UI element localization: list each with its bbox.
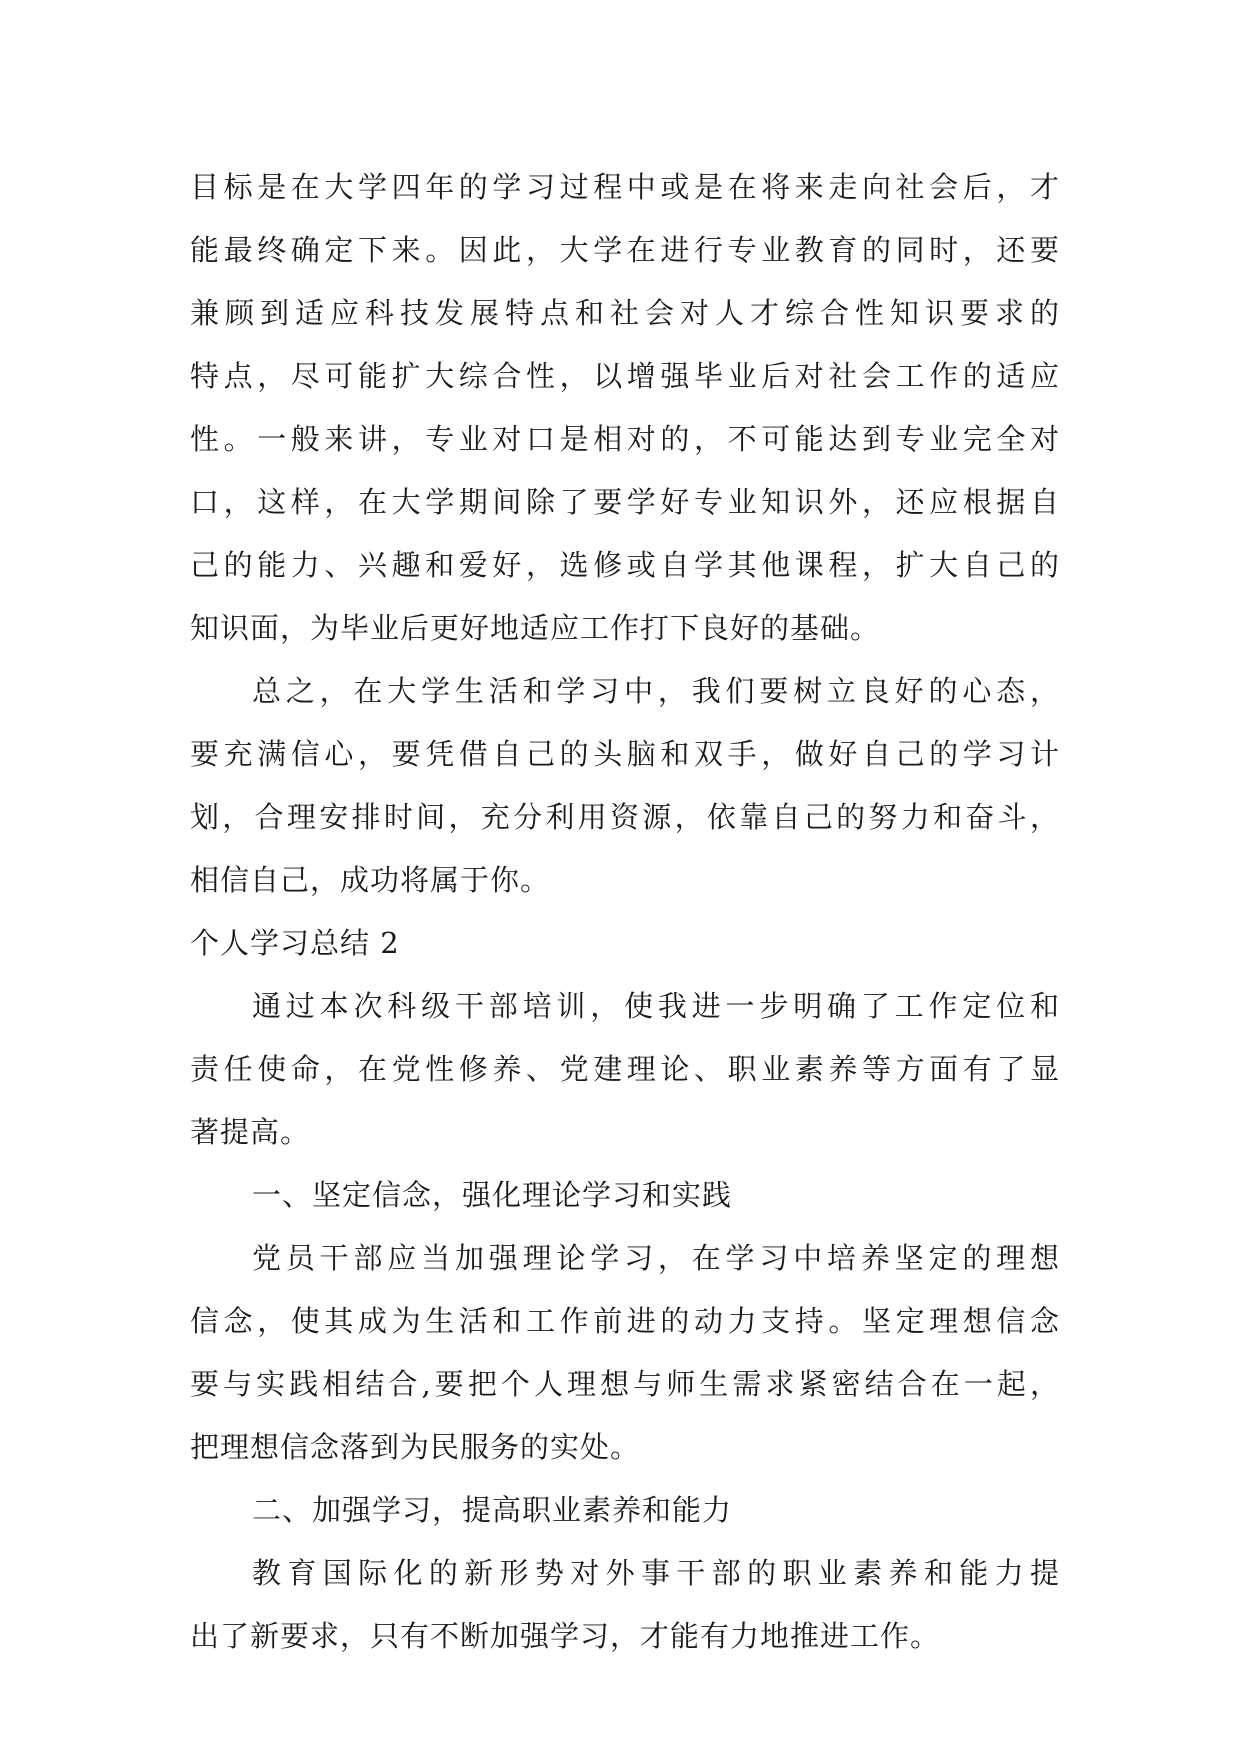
text-line: 己的能力、兴趣和爱好，选修或自学其他课程，扩大自己的 xyxy=(190,548,1060,582)
text-line: 目标是在大学四年的学习过程中或是在将来走向社会后，才 xyxy=(190,170,1060,204)
text-line: 总之，在大学生活和学习中，我们要树立良好的心态， xyxy=(252,674,1060,708)
text-line: 要与实践相结合,要把个人理想与师生需求紧密结合在一起， xyxy=(190,1367,1060,1401)
text-line: 特点，尽可能扩大综合性，以增强毕业后对社会工作的适应 xyxy=(190,359,1060,393)
text-line: 教育国际化的新形势对外事干部的职业素养和能力提 xyxy=(252,1556,1060,1590)
text-line: 口，这样，在大学期间除了要学好专业知识外，还应根据自 xyxy=(190,485,1060,519)
text-line: 相信自己，成功将属于你。 xyxy=(190,863,551,897)
text-line: 党员干部应当加强理论学习，在学习中培养坚定的理想 xyxy=(252,1241,1060,1275)
paragraph-5 xyxy=(190,1542,1060,1668)
text-line: 著提高。 xyxy=(190,1115,311,1149)
text-line: 划，合理安排时间，充分利用资源，依靠自己的努力和奋斗， xyxy=(190,800,1060,834)
paragraph-4 xyxy=(190,1227,1060,1479)
subheading-1: 一、坚定信念，强化理论学习和实践 xyxy=(252,1178,733,1212)
text-line: 要充满信心，要凭借自己的头脑和双手，做好自己的学习计 xyxy=(190,737,1060,771)
paragraph-2 xyxy=(190,660,1060,912)
document-body xyxy=(190,156,1060,1668)
section-title: 个人学习总结 2 xyxy=(190,926,400,960)
text-line: 信念，使其成为生活和工作前进的动力支持。坚定理想信念 xyxy=(190,1304,1060,1338)
text-line: 出了新要求，只有不断加强学习，才能有力地推进工作。 xyxy=(190,1619,941,1653)
text-line: 能最终确定下来。因此，大学在进行专业教育的同时，还要 xyxy=(190,233,1060,267)
text-line: 知识面，为毕业后更好地适应工作打下良好的基础。 xyxy=(190,611,881,645)
text-line: 责任使命，在党性修养、党建理论、职业素养等方面有了显 xyxy=(190,1052,1060,1086)
paragraph-3 xyxy=(190,975,1060,1164)
text-line: 兼顾到适应科技发展特点和社会对人才综合性知识要求的 xyxy=(190,296,1060,330)
text-line: 把理想信念落到为民服务的实处。 xyxy=(190,1430,641,1464)
text-line: 性。一般来讲，专业对口是相对的，不可能达到专业完全对 xyxy=(190,422,1060,456)
subheading-2: 二、加强学习，提高职业素养和能力 xyxy=(252,1493,733,1527)
text-line: 通过本次科级干部培训，使我进一步明确了工作定位和 xyxy=(252,989,1060,1023)
paragraph-1 xyxy=(190,156,1060,660)
